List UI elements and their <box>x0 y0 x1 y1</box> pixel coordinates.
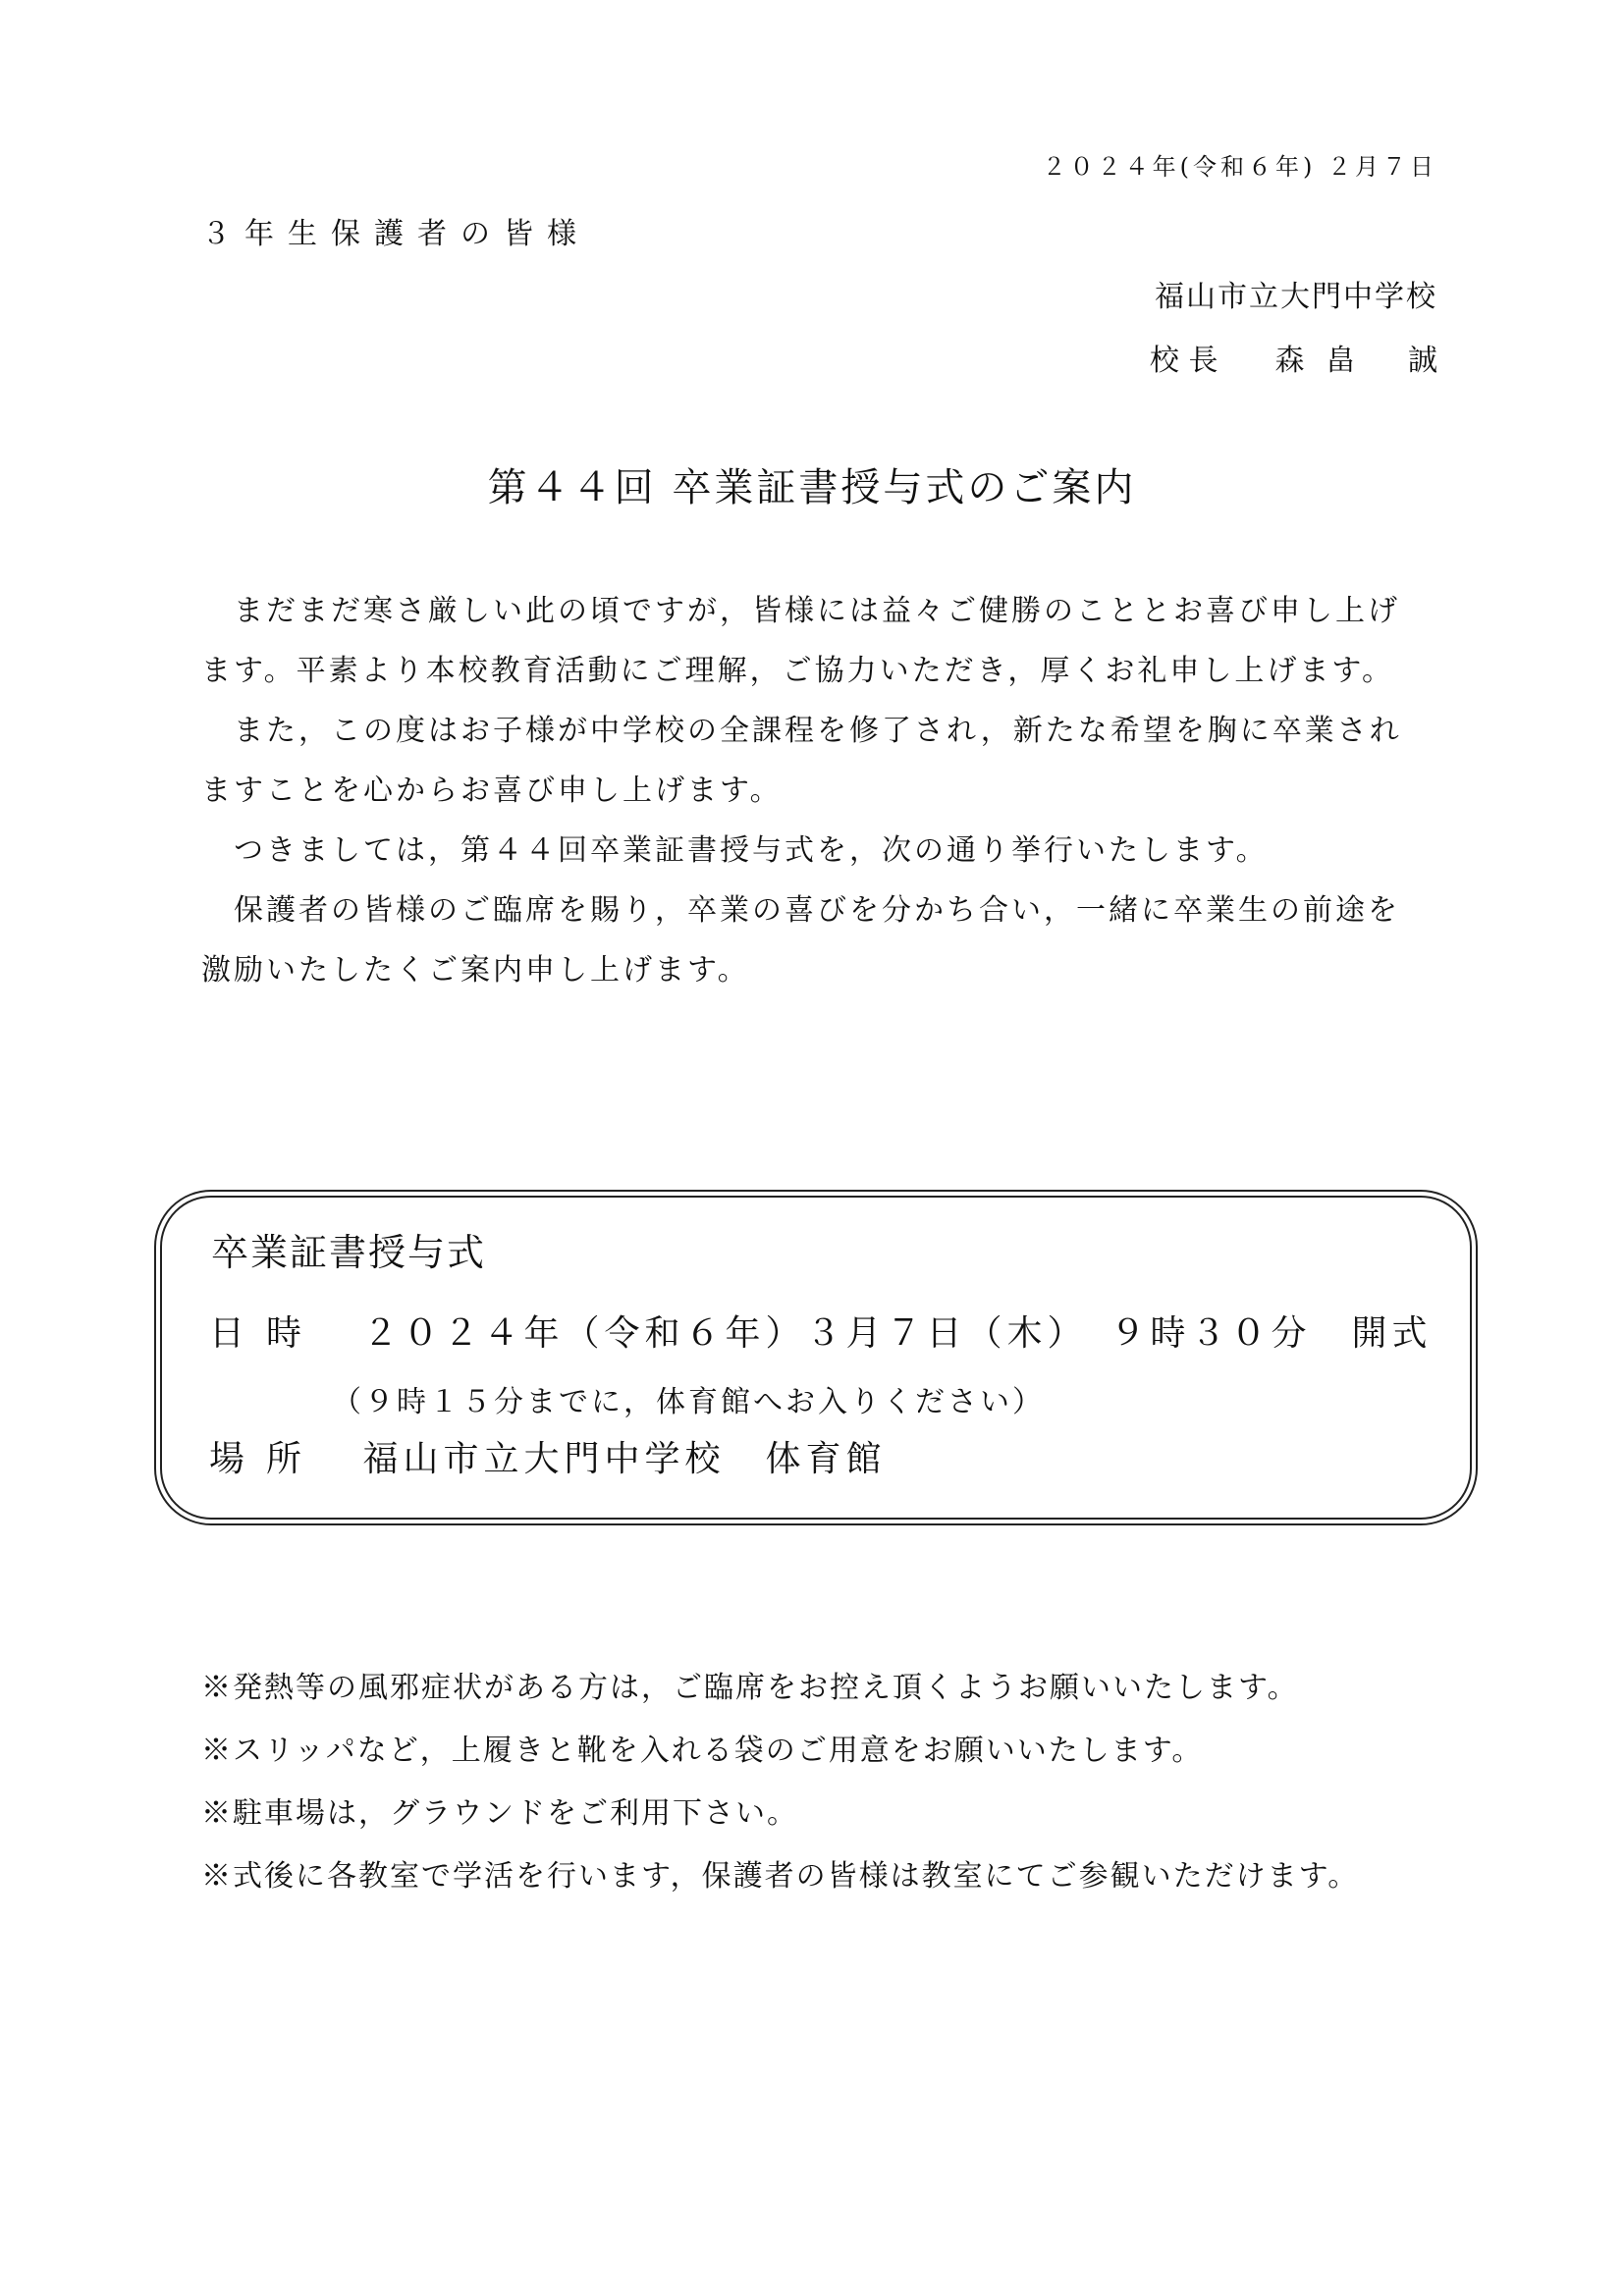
note-item: ※駐車場は，グラウンドをご利用下さい。 <box>201 1796 798 1831</box>
principal-title: 校 長 <box>1149 344 1218 378</box>
sender-principal <box>1149 336 1459 379</box>
document-title: 第４４回 卒業証書授与式のご案内 <box>487 465 1137 510</box>
note-item: ※発熱等の風邪症状がある方は，ご臨席をお控え頂くようお願いいたします。 <box>201 1671 1299 1705</box>
issue-date: ２０２４年(令和６年) ２月７日 <box>1042 153 1437 181</box>
addressee: ３年生保護者の皆様 <box>201 217 590 251</box>
body-paragraph: 保護者の皆様のご臨席を賜り，卒業の喜びを分かち合い，一緒に卒業生の前途を激励いたしたくご案内申し上げます。 <box>201 893 1400 988</box>
notes-list <box>201 1657 1359 1908</box>
body-text <box>201 581 1429 1000</box>
datetime-label: 日時 <box>209 1313 324 1354</box>
note-item: ※スリッパなど，上履きと靴を入れる袋のご用意をお願いいたします。 <box>201 1734 1204 1768</box>
body-paragraph: つきましては，第４４回卒業証書授与式を，次の通り挙行いたします。 <box>234 833 1269 868</box>
ceremony-place-row <box>209 1431 886 1481</box>
place-value: 福山市立大門中学校 体育館 <box>362 1439 887 1479</box>
principal-name: 森畠 誠 <box>1274 344 1459 378</box>
body-paragraph: また，この度はお子様が中学校の全課程を修了され，新たな希望を胸に卒業されますことを心からお喜び申し上げます。 <box>201 714 1402 808</box>
ceremony-heading: 卒業証書授与式 <box>211 1231 487 1274</box>
ceremony-datetime-row <box>209 1306 1432 1356</box>
note-item: ※式後に各教室で学活を行います，保護者の皆様は教室にてご参観いただけます。 <box>201 1859 1360 1894</box>
datetime-value: ２０２４年（令和６年）３月７日（木） ９時３０分 開式 <box>362 1313 1433 1354</box>
sender-school: 福山市立大門中学校 <box>1155 280 1437 314</box>
place-label: 場所 <box>209 1439 324 1479</box>
arrival-note: （９時１５分までに，体育館へお入りください） <box>332 1385 1045 1419</box>
body-paragraph: まだまだ寒さ厳しい此の頃ですが，皆様には益々ご健勝のこととお喜び申し上げます。平素より本校教育活動にご理解，ご協力いただき，厚くお礼申し上げます。 <box>201 594 1400 688</box>
